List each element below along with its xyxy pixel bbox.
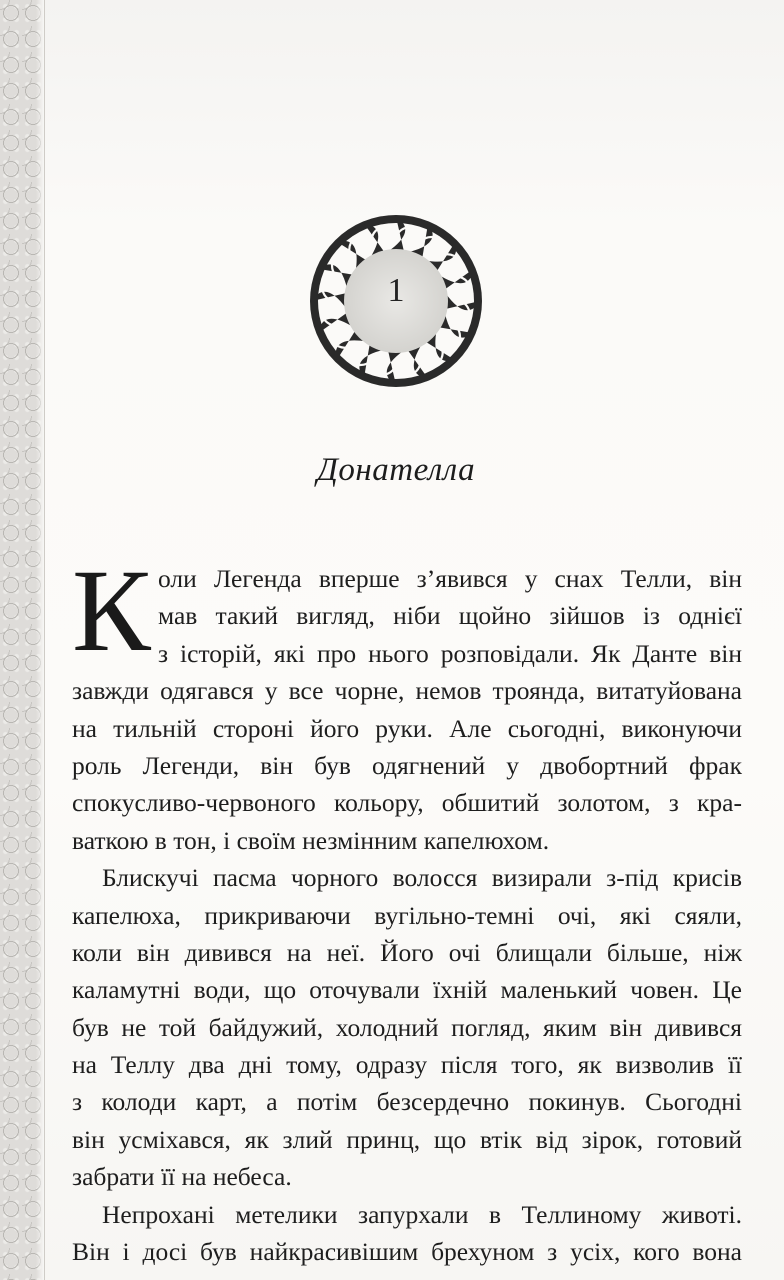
text-line: капелюха, прикриваючи вугільно-темні очі, які сяяли, — [72, 900, 742, 930]
chapter-title: Донателла — [316, 452, 476, 488]
chapter-body — [72, 560, 742, 1270]
text-line: Блискучі пасма чорного волосся визирали з-під крисів — [102, 863, 742, 893]
text-line: Непрохані метелики запурхали в Теллиному животі. — [102, 1199, 742, 1229]
text-line: був не той байдужий, холодний погляд, яким він дивився — [72, 1012, 742, 1042]
text-line: на Теллу два дні тому, одразу після того, як визволив її — [72, 1050, 742, 1080]
text-line: мав такий вигляд, ніби щойно зійшов із однієї — [158, 601, 742, 631]
decorative-border — [0, 0, 45, 1280]
text-line: на тильній стороні його руки. Але сьогодні, виконуючи — [72, 713, 742, 743]
text-line: завжди одягався у все чорне, немов троянда, витатуйована — [72, 676, 742, 706]
text-line: з історій, які про нього розповідали. Як Данте він — [158, 638, 742, 668]
drop-cap: К — [72, 545, 151, 676]
text-line: ваткою в тон, і своїм незмінним капелюхом. — [72, 825, 550, 855]
text-line: він усміхався, як злий принц, що втік від зірок, готовий — [72, 1124, 742, 1154]
chapter-number: 1 — [387, 272, 405, 309]
text-line: каламутні води, що оточували їхній маленький човен. Це — [72, 975, 742, 1005]
text-line: оли Легенда вперше з’явився у снах Телли, він — [158, 564, 742, 593]
text-line: спокусливо-червоного кольору, обшитий золотом, з кра- — [72, 788, 742, 818]
text-line: Він і досі був найкрасивішим брехуном з усіх, кого вона — [72, 1237, 742, 1267]
text-line: роль Легенди, він був одягнений у двобортний фрак — [72, 750, 742, 780]
text-line: з колоди карт, а потім безсердечно покинув. Сьогодні — [72, 1087, 742, 1117]
text-line: коли він дивився на неї. Його очі блищали більше, ніж — [72, 937, 742, 967]
text-line: забрати її на небеса. — [72, 1162, 292, 1192]
